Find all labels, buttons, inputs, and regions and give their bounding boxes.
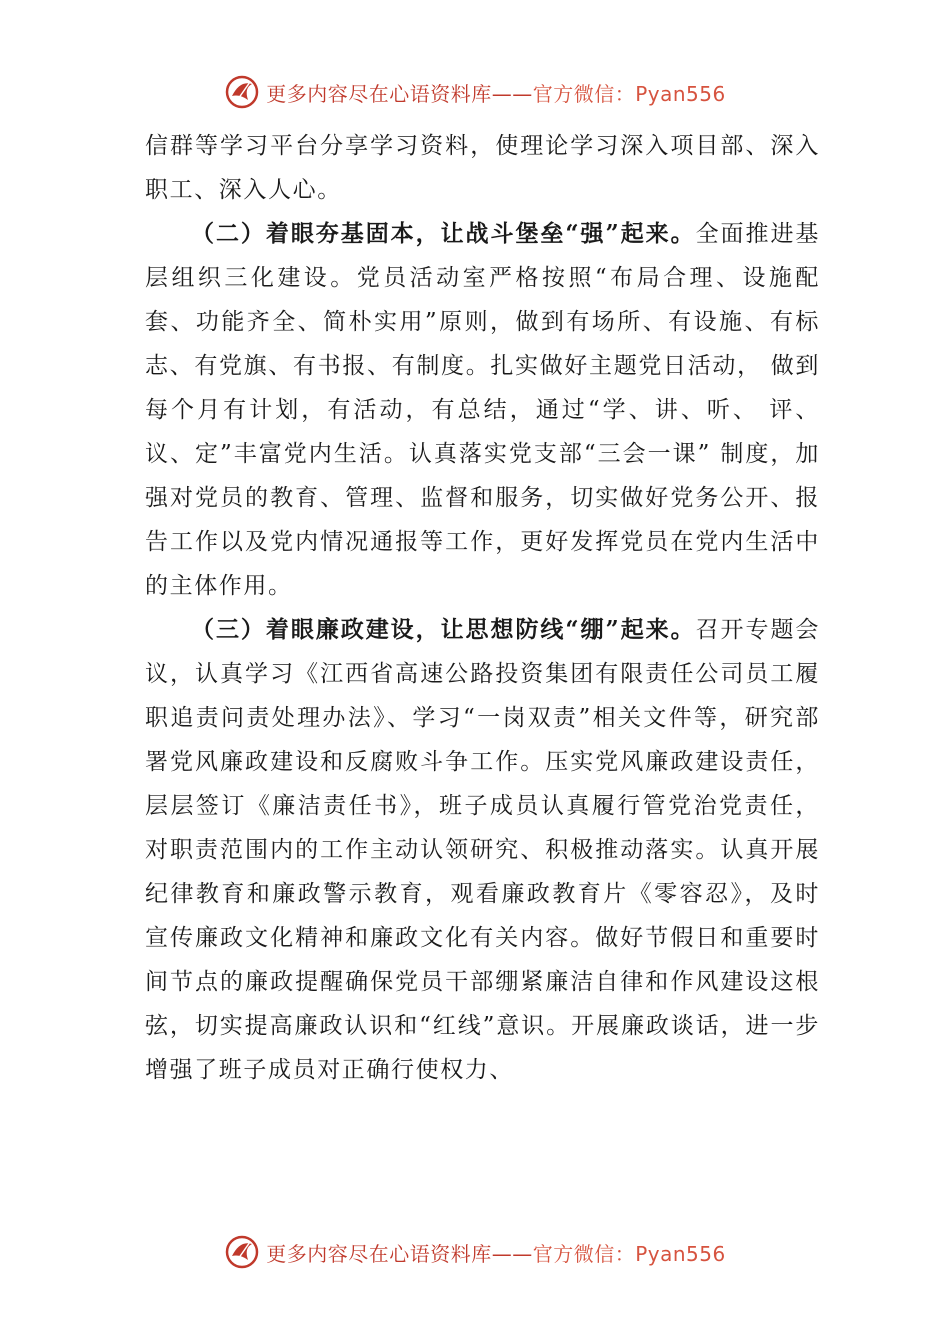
banner-text: 更多内容尽在心语资料库——官方微信：Pyan556 xyxy=(266,1241,726,1266)
paragraph-section-2 xyxy=(145,212,820,608)
section-2-heading: （二）着眼夯基固本，让战斗堡垒“强”起来。 xyxy=(191,220,696,247)
banner-text: 更多内容尽在心语资料库——官方微信：Pyan556 xyxy=(266,81,726,106)
footer-banner xyxy=(0,1230,950,1274)
section-2-body: 全面推进基层组织三化建设。党员活动室严格按照“布局合理、设施配套、功能齐全、简朴实用”原则，做到有场所、有设施、有标志、有党旗、有书报、有制度。扎实做好主题党日活动， 做到每个月有计划，有活动，有总结，通过“学、讲、听、 评、议、定”丰富党内生活。认真落实党支部“三会一课” 制度，加强对党员的教育、管理、监督和服务，切实做好党务公开、报告工作以及党内情况通报等工作，更好发挥党员在党内生活中的主体作用。 xyxy=(145,221,821,599)
section-3-heading: （三）着眼廉政建设，让思想防线“绷”起来。 xyxy=(191,616,696,643)
document-body xyxy=(145,124,820,1092)
section-3-body: 召开专题会议，认真学习《江西省高速公路投资集团有限责任公司员工履职追责问责处理办法》、学习“一岗双责”相关文件等，研究部署党风廉政建设和反腐败斗争工作。压实党风廉政建设责任，层层签订《廉洁责任书》，班子成员认真履行管党治党责任，对职责范围内的工作主动认领研究、积极推动落实。认真开展纪律教育和廉政警示教育，观看廉政教育片《零容忍》，及时宣传廉政文化精神和廉政文化有关内容。做好节假日和重要时间节点的廉政提醒确保党员干部绷紧廉洁自律和作风建设这根弦，切实提高廉政认识和“红线”意识。开展廉政谈话，进一步增强了班子成员对正确行使权力、 xyxy=(145,617,821,1083)
header-banner xyxy=(0,70,950,114)
red-seal-logo-icon xyxy=(224,1234,260,1270)
red-seal-logo-icon xyxy=(224,74,260,110)
paragraph-section-3 xyxy=(145,608,820,1092)
paragraph-continuation: 信群等学习平台分享学习资料，使理论学习深入项目部、深入职工、深入人心。 xyxy=(145,133,820,203)
